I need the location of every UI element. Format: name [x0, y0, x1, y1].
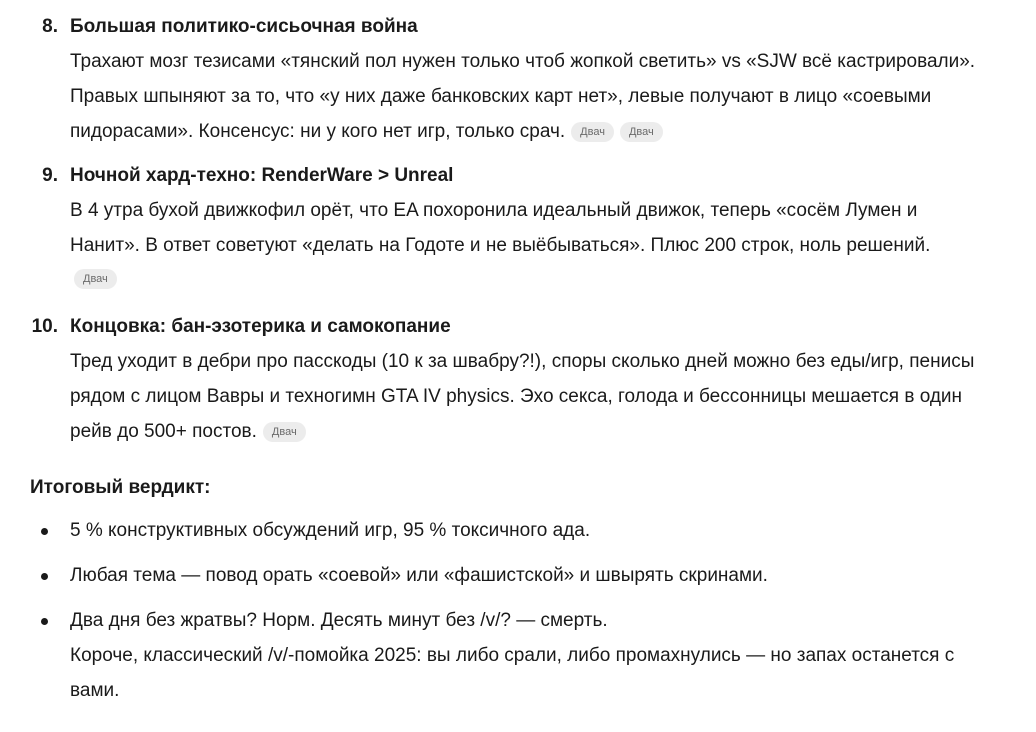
- bullet-text: Два дня без жратвы? Норм. Десять минут без /v/? — смерть.: [70, 610, 608, 631]
- item-body: В 4 утра бухой движкофил орёт, что EA похоронила идеальный движок, теперь «сосём Лумен и Нанит». В ответ советуют «делать на Годоте и не выёбываться». Плюс 200 строк, ноль решений.: [70, 200, 931, 256]
- bullet-text: Любая тема — повод орать «соевой» или «фашистской» и швырять скринами.: [70, 565, 768, 586]
- verdict-heading: Итоговый вердикт:: [30, 477, 211, 498]
- item-body-text: Тред уходит в дебри про пасскоды (10 к за швабру?!), споры сколько дней можно без еды/игр, пенисы рядом с лицом Вавры и техногимн GTA IV physics. Эхо секса, голода и бессонницы мешается в один рейв до 500+ постов.: [70, 351, 975, 442]
- item-title: Концовка: бан-эзотерика и самокопание: [70, 316, 451, 337]
- source-chip[interactable]: Двач: [263, 422, 306, 442]
- source-chip[interactable]: Двач: [620, 122, 663, 142]
- list-item-9: [0, 158, 1036, 295]
- bullet-text: 5 % конструктивных обсуждений игр, 95 % токсичного ада.: [70, 520, 591, 541]
- bullet-dot-icon: [41, 618, 48, 625]
- list-item-8: [0, 9, 1036, 149]
- item-body-text: Трахают мозг тезисами «тянский пол нужен только чтоб жопкой светить» vs «SJW всё кастрировали». Правых шпыняют за то, что «у них даже банковских карт нет», левые получают в лицо «соевыми пидорасами». Консенсус: ни у кого нет игр, только срач.: [70, 51, 976, 142]
- item-number: 9.: [42, 165, 58, 186]
- bullet-dot-icon: [41, 573, 48, 580]
- item-body: [70, 44, 996, 149]
- source-chip-row: [70, 265, 996, 295]
- item-title: Ночной хард-техно: RenderWare > Unreal: [70, 165, 454, 186]
- list-item-10: [0, 309, 1036, 449]
- bullet-text-continuation: Короче, классический /v/-помойка 2025: вы либо срали, либо промахнулись — но запах останется с вами.: [70, 645, 955, 701]
- item-body: [70, 344, 996, 449]
- bullet-item: [0, 558, 1036, 593]
- source-chip[interactable]: Двач: [571, 122, 614, 142]
- bullet-item: [0, 513, 1036, 548]
- bullet-item: [0, 603, 1036, 708]
- source-chip[interactable]: Двач: [74, 269, 117, 289]
- bullet-dot-icon: [41, 528, 48, 535]
- item-number: 10.: [31, 316, 58, 337]
- verdict-bullet-list: [0, 513, 1036, 718]
- item-number: 8.: [42, 16, 58, 37]
- item-title: Большая политико-сисьочная война: [70, 16, 418, 37]
